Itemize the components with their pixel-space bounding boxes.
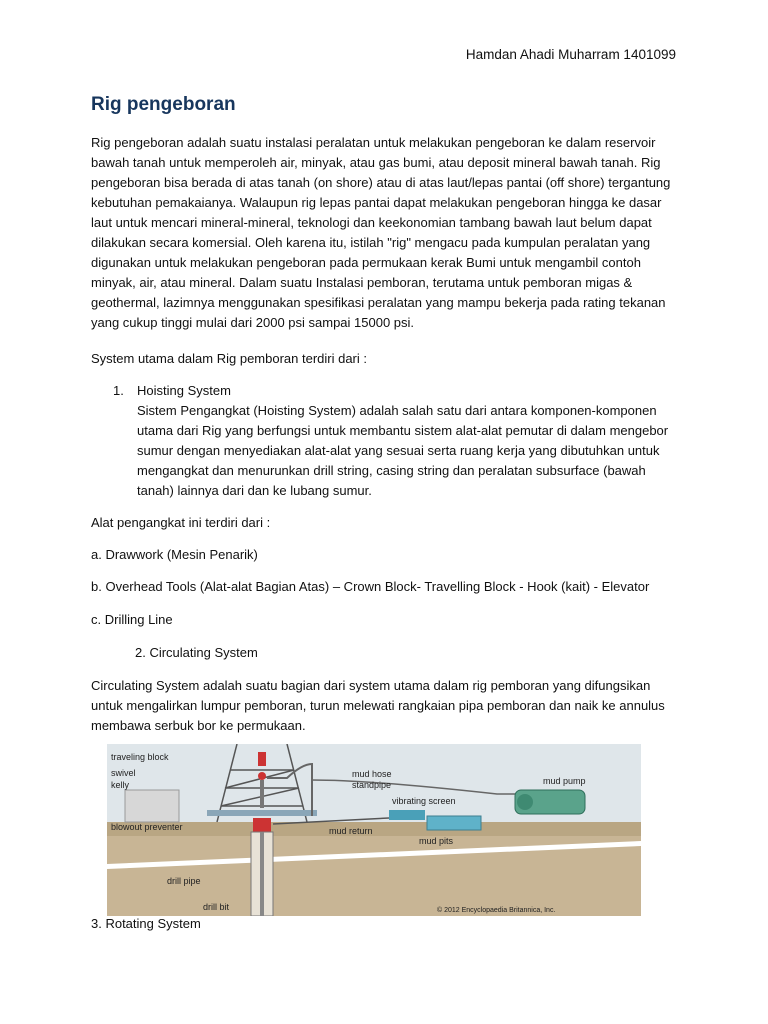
page-title: Rig pengeboran: [91, 94, 236, 115]
label-standpipe: standpipe: [352, 780, 392, 790]
label-mud-return: mud return: [329, 826, 373, 836]
label-swivel: swivel: [111, 768, 136, 778]
label-blowout-preventer: blowout preventer: [111, 822, 183, 832]
author-header: Hamdan Ahadi Muharram 1401099: [465, 47, 676, 62]
label-mud-pump: mud pump: [543, 776, 586, 786]
intro-paragraph: Rig pengeboran adalah suatu instalasi peralatan untuk melakukan pengeboran ke dalam reservoir bawah tanah untuk memperoleh air, minyak, atau gas bumi, atau deposit mineral bawah tanah. Rig pengeboran bisa berada di atas tanah (on shore) atau di atas laut/lepas pantai (off shore) tergantung kebutuhan pemakaianya. Walaupun rig lepas pantai dapat melakukan pengeboran hingga ke dasar laut untuk mencari mineral-mineral, teknologi dan keekonomian tambang bawah laut belum dapat dilakukan secara komersial. Oleh karena itu, istilah "rig" mengacu pada kumpulan peralatan yang digunakan untuk melakukan pengeboran pada permukaan kerak Bumi untuk mengambil contoh minyak, air, atau mineral. Dalam suatu Instalasi pemboran, terutama untuk pemboran migas & geothermal, lazimnya menggunakan spesifikasi peralatan yang mampu bekerja pada rating tekanan yang cukup tinggi mulai dari 2000 psi sampai 15000 psi.: [91, 135, 671, 330]
label-kelly: kelly: [111, 780, 130, 790]
figure-copyright: © 2012 Encyclopaedia Britannica, Inc.: [437, 907, 556, 914]
component-b: b. Overhead Tools (Alat-alat Bagian Atas) – Crown Block- Travelling Block - Hook (kait) - Elevator: [91, 579, 650, 594]
rotating-heading: 3. Rotating System: [91, 916, 201, 931]
system-intro: System utama dalam Rig pemboran terdiri dari :: [91, 351, 368, 366]
component-a: a. Drawwork (Mesin Penarik): [91, 547, 258, 562]
hoisting-description: Sistem Pengangkat (Hoisting System) adalah salah satu dari antara komponen-komponen utama dari Rig yang berfungsi untuk membantu sistem alat-alat pemutar di dalam mengebor sumur dengan menyediakan alat-alat yang sesuai serta ruang kerja yang dibutuhkan untuk mengangkat dan menurunkan drill string, casing string dan peralatan subsurface (bawah tanah) lainnya dari dan ke lubang sumur.: [137, 403, 669, 498]
label-drill-pipe: drill pipe: [167, 876, 201, 886]
list-number: 1.: [113, 383, 124, 398]
circulating-heading: 2. Circulating System: [135, 645, 258, 660]
drilling-rig-diagram: [107, 744, 641, 916]
label-traveling-block: traveling block: [111, 752, 169, 762]
label-mud-pits: mud pits: [419, 836, 454, 846]
list-label: Hoisting System: [137, 383, 231, 398]
component-c: c. Drilling Line: [91, 612, 173, 627]
label-mud-hose: mud hose: [352, 769, 392, 779]
label-drill-bit: drill bit: [203, 902, 230, 912]
circulating-paragraph: Circulating System adalah suatu bagian dari system utama dalam rig pemboran yang difungsikan untuk mengalirkan lumpur pemboran, turun melewati rangkaian pipa pemboran dan naik ke annulus membawa serbuk bor ke permukaan.: [91, 678, 665, 733]
components-intro: Alat pengangkat ini terdiri dari :: [91, 515, 271, 530]
label-vibrating-screen: vibrating screen: [392, 796, 456, 806]
